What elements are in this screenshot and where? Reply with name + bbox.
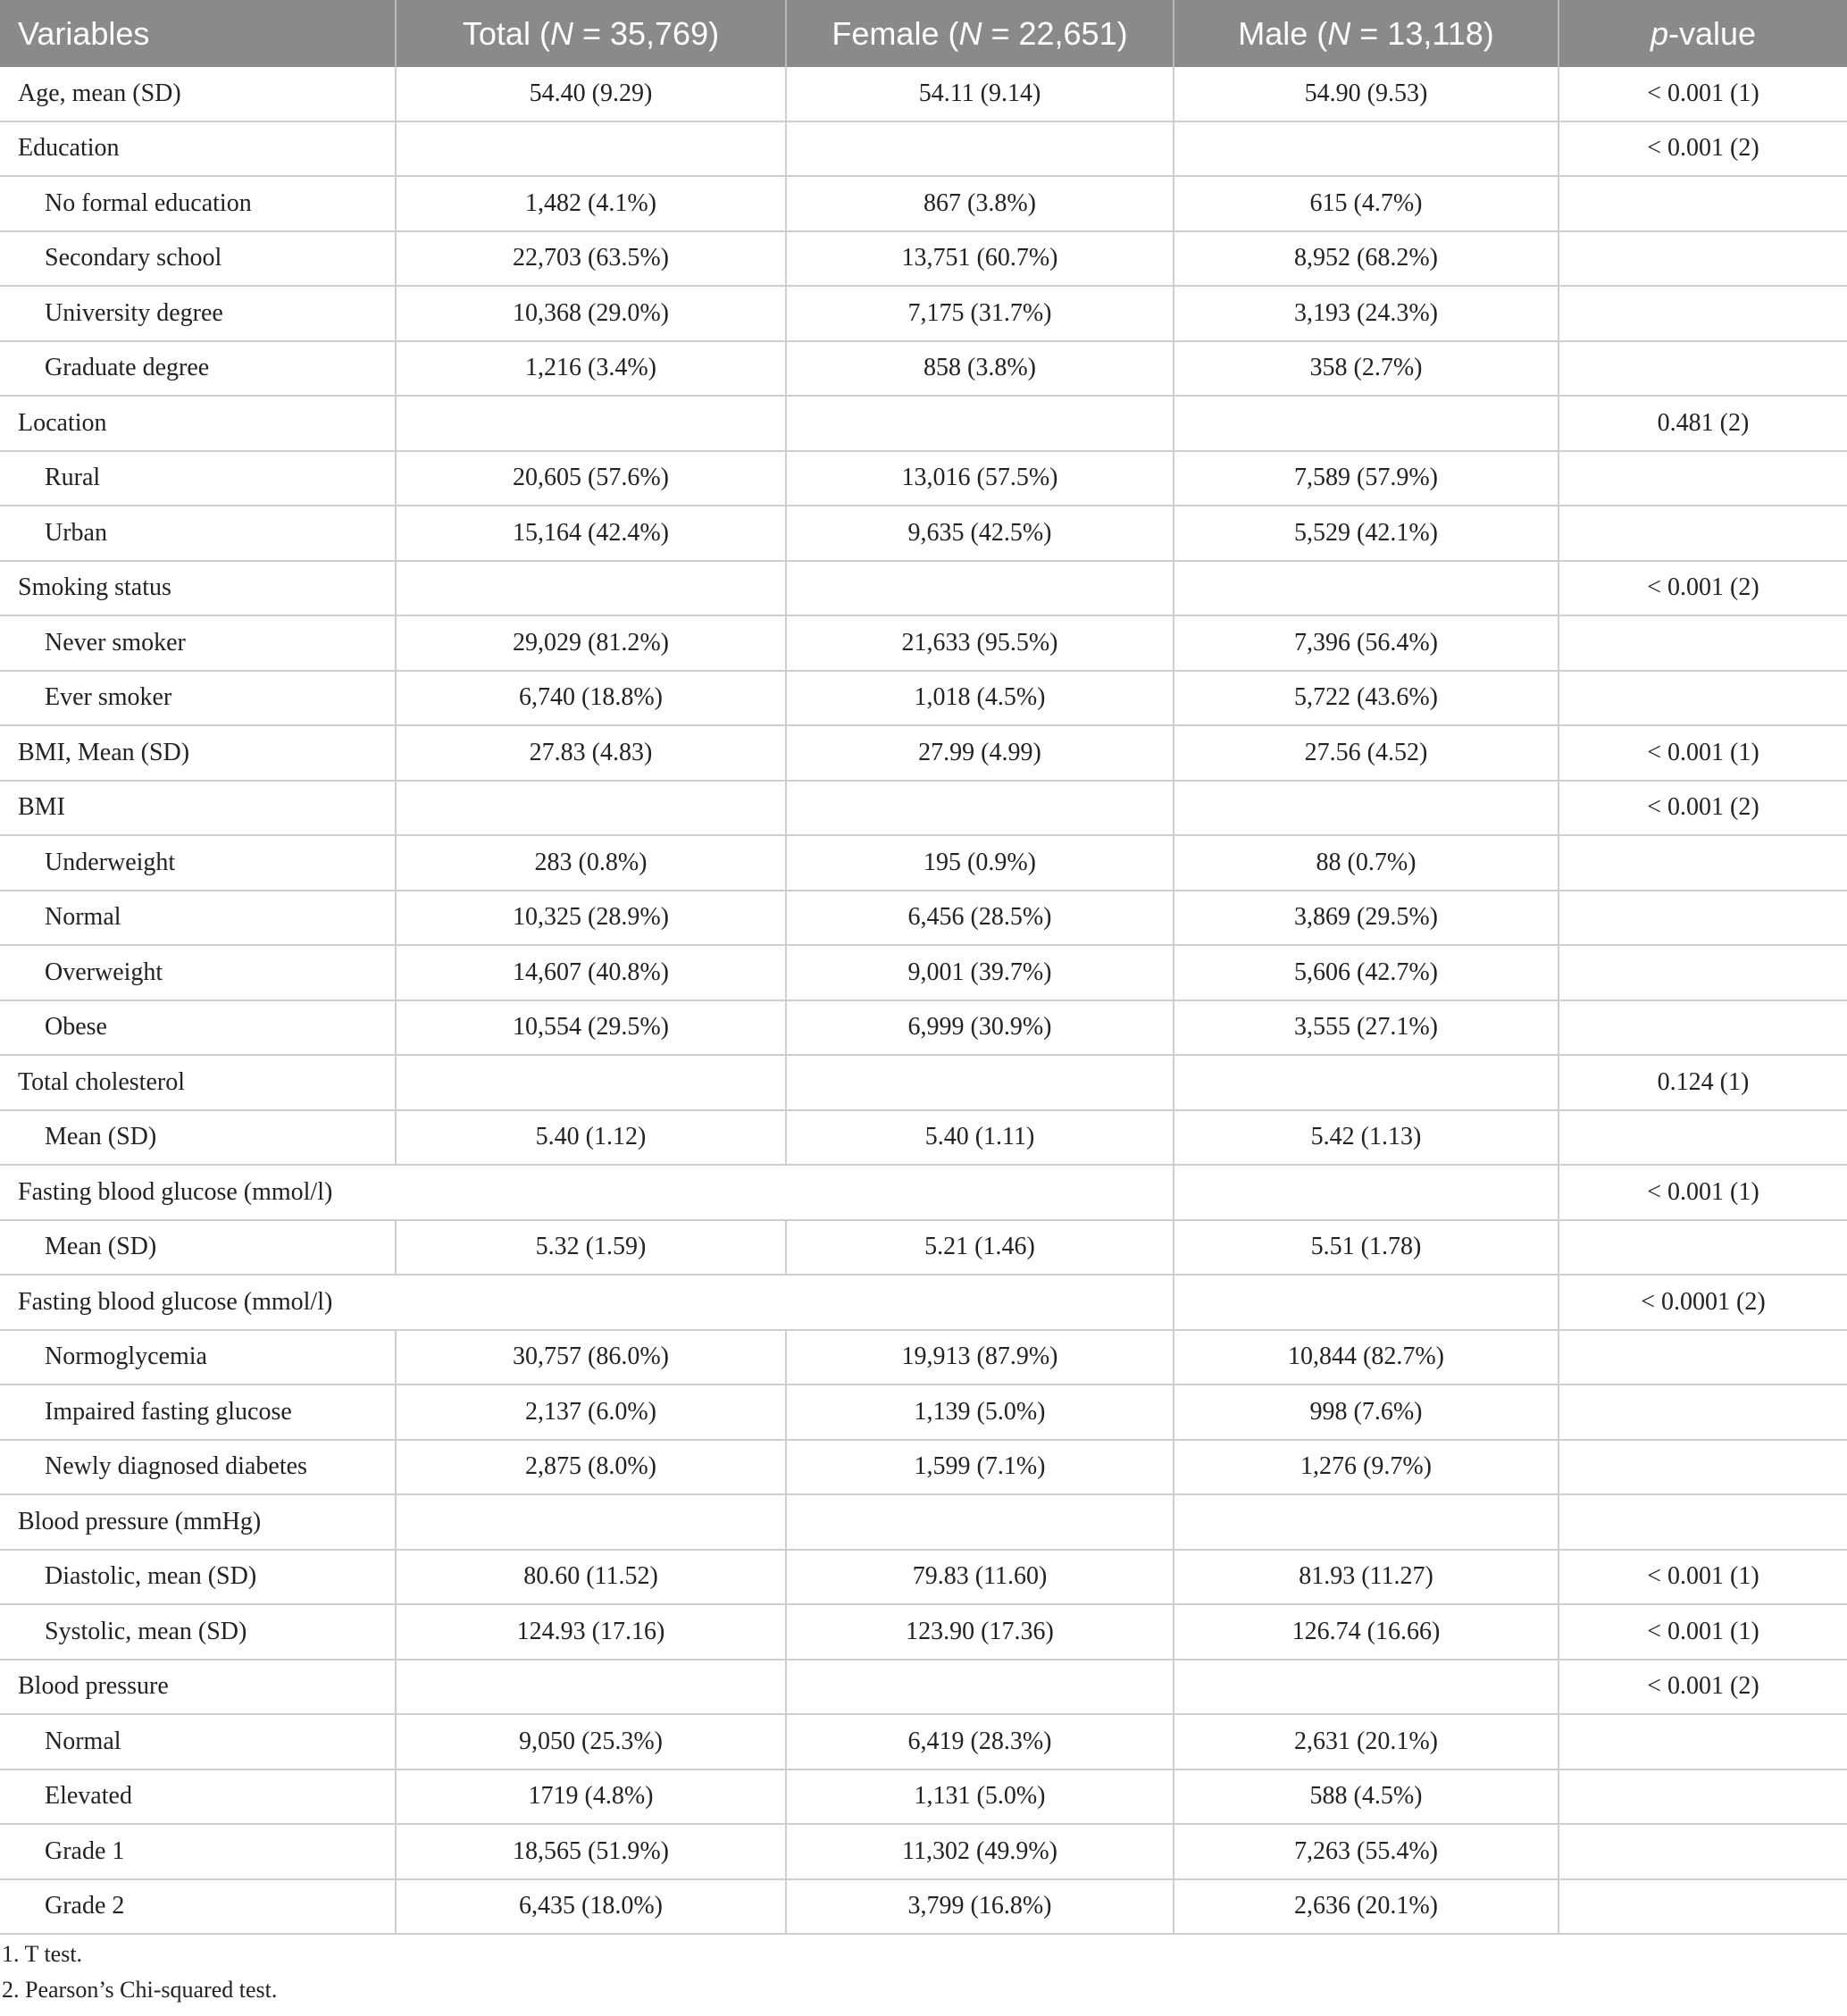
table-row [0,176,1847,231]
cell-female: 79.83 (11.60) [786,1550,1174,1605]
cell-male: 2,631 (20.1%) [1174,1714,1559,1769]
cell-female: 13,751 (60.7%) [786,231,1174,287]
header-p-value: p-value [1559,0,1847,67]
row-label: Location [0,396,396,451]
cell-female [786,396,1174,451]
cell-female: 195 (0.9%) [786,835,1174,891]
cell-p-value: < 0.001 (1) [1559,1165,1847,1220]
cell-total: 29,029 (81.2%) [396,615,786,671]
cell-female: 7,175 (31.7%) [786,286,1174,341]
table-row [0,1165,1847,1220]
cell-total: 14,607 (40.8%) [396,945,786,1000]
cell-p-value [1559,1494,1847,1550]
cell-total: 22,703 (63.5%) [396,231,786,287]
table-row [0,121,1847,177]
cell-male: 54.90 (9.53) [1174,67,1559,121]
cell-p-value [1559,891,1847,946]
row-label: Fasting blood glucose (mmol/l) [0,1275,1174,1330]
cell-male: 615 (4.7%) [1174,176,1559,231]
cell-total: 2,875 (8.0%) [396,1440,786,1495]
cell-male: 7,263 (55.4%) [1174,1824,1559,1879]
cell-female: 13,016 (57.5%) [786,451,1174,506]
cell-female [786,1494,1174,1550]
cell-male: 5.42 (1.13) [1174,1110,1559,1166]
cell-female: 123.90 (17.36) [786,1604,1174,1660]
row-label: Grade 2 [0,1879,396,1935]
cell-male: 3,193 (24.3%) [1174,286,1559,341]
cell-male: 5,529 (42.1%) [1174,506,1559,561]
cell-p-value: < 0.001 (2) [1559,561,1847,616]
row-label: BMI, Mean (SD) [0,725,396,781]
cell-p-value: < 0.001 (1) [1559,1604,1847,1660]
cell-female [786,121,1174,177]
cell-male: 5,606 (42.7%) [1174,945,1559,1000]
cell-total: 1,482 (4.1%) [396,176,786,231]
cell-male [1174,1660,1559,1715]
cell-female: 1,018 (4.5%) [786,671,1174,726]
cell-female: 858 (3.8%) [786,341,1174,397]
cell-total: 124.93 (17.16) [396,1604,786,1660]
cell-male: 7,396 (56.4%) [1174,615,1559,671]
cell-p-value [1559,286,1847,341]
cell-male: 126.74 (16.66) [1174,1604,1559,1660]
cell-total: 54.40 (9.29) [396,67,786,121]
header-row [0,0,1847,67]
cell-total: 30,757 (86.0%) [396,1330,786,1385]
cell-total [396,781,786,836]
row-label: Newly diagnosed diabetes [0,1440,396,1495]
cell-female: 54.11 (9.14) [786,67,1174,121]
row-label: Blood pressure (mmHg) [0,1494,396,1550]
row-label: Fasting blood glucose (mmol/l) [0,1165,1174,1220]
cell-p-value [1559,1824,1847,1879]
table-row [0,67,1847,121]
table-row [0,945,1847,1000]
cell-total [396,561,786,616]
cell-total: 10,554 (29.5%) [396,1000,786,1056]
table-row [0,835,1847,891]
cell-total [396,1660,786,1715]
cell-female: 1,599 (7.1%) [786,1440,1174,1495]
table-row [0,1769,1847,1825]
cell-p-value [1559,1714,1847,1769]
cell-p-value [1559,1440,1847,1495]
cell-p-value [1559,835,1847,891]
row-label: Ever smoker [0,671,396,726]
cell-p-value: < 0.001 (2) [1559,781,1847,836]
cell-p-value [1559,1769,1847,1825]
row-label: Systolic, mean (SD) [0,1604,396,1660]
table-row [0,781,1847,836]
row-label: Grade 1 [0,1824,396,1879]
row-label: Overweight [0,945,396,1000]
cell-female: 3,799 (16.8%) [786,1879,1174,1935]
cell-male: 358 (2.7%) [1174,341,1559,397]
cell-p-value [1559,1879,1847,1935]
table-row [0,341,1847,397]
table-row [0,1604,1847,1660]
cell-p-value [1559,1000,1847,1056]
cell-female [786,1660,1174,1715]
cell-female [786,781,1174,836]
cell-male [1174,1494,1559,1550]
cell-p-value [1559,1110,1847,1166]
table-row [0,231,1847,287]
table-row [0,1824,1847,1879]
cell-female: 5.21 (1.46) [786,1220,1174,1276]
cell-total: 5.40 (1.12) [396,1110,786,1166]
cell-male [1174,396,1559,451]
table-row [0,506,1847,561]
cell-p-value [1559,506,1847,561]
row-label: Never smoker [0,615,396,671]
cell-total: 6,740 (18.8%) [396,671,786,726]
footnote-2: 2. Pearson’s Chi-squared test. [2,1977,278,2003]
cell-male [1174,1165,1559,1220]
table-row [0,891,1847,946]
row-label: Elevated [0,1769,396,1825]
cell-female [786,561,1174,616]
cell-p-value [1559,671,1847,726]
cell-female: 11,302 (49.9%) [786,1824,1174,1879]
cell-male: 7,589 (57.9%) [1174,451,1559,506]
cell-p-value: < 0.001 (1) [1559,67,1847,121]
cell-female: 9,001 (39.7%) [786,945,1174,1000]
cell-p-value: < 0.001 (1) [1559,1550,1847,1605]
cell-total: 283 (0.8%) [396,835,786,891]
cell-total: 9,050 (25.3%) [396,1714,786,1769]
cell-female [786,1055,1174,1110]
cell-total: 1719 (4.8%) [396,1769,786,1825]
table-row [0,1440,1847,1495]
cell-p-value [1559,451,1847,506]
table-row [0,561,1847,616]
table-row [0,451,1847,506]
cell-male [1174,1275,1559,1330]
cell-male: 3,555 (27.1%) [1174,1000,1559,1056]
row-label: No formal education [0,176,396,231]
cell-female: 1,131 (5.0%) [786,1769,1174,1825]
cell-female: 21,633 (95.5%) [786,615,1174,671]
cell-total: 2,137 (6.0%) [396,1384,786,1440]
header-male: Male (N = 13,118) [1174,0,1559,67]
cell-p-value [1559,945,1847,1000]
cell-p-value: < 0.001 (2) [1559,121,1847,177]
row-label: Graduate degree [0,341,396,397]
cell-total [396,1494,786,1550]
cell-total: 1,216 (3.4%) [396,341,786,397]
table-row [0,1879,1847,1935]
cell-total: 5.32 (1.59) [396,1220,786,1276]
cell-p-value: 0.124 (1) [1559,1055,1847,1110]
cell-female: 6,999 (30.9%) [786,1000,1174,1056]
row-label: Education [0,121,396,177]
cell-female: 6,419 (28.3%) [786,1714,1174,1769]
row-label: Normoglycemia [0,1330,396,1385]
cell-p-value [1559,176,1847,231]
table-row [0,671,1847,726]
cell-p-value [1559,1220,1847,1276]
row-label: Mean (SD) [0,1110,396,1166]
cell-p-value: < 0.001 (2) [1559,1660,1847,1715]
table-row [0,1220,1847,1276]
cell-male: 88 (0.7%) [1174,835,1559,891]
row-label: Age, mean (SD) [0,67,396,121]
table-row [0,1275,1847,1330]
cell-male: 27.56 (4.52) [1174,725,1559,781]
row-label: Secondary school [0,231,396,287]
row-label: Impaired fasting glucose [0,1384,396,1440]
cell-p-value [1559,341,1847,397]
table-row [0,615,1847,671]
cell-male: 1,276 (9.7%) [1174,1440,1559,1495]
cell-p-value [1559,1330,1847,1385]
cell-male: 588 (4.5%) [1174,1769,1559,1825]
row-label: Urban [0,506,396,561]
cell-female: 5.40 (1.11) [786,1110,1174,1166]
cell-male: 8,952 (68.2%) [1174,231,1559,287]
cell-total: 20,605 (57.6%) [396,451,786,506]
table-row [0,1494,1847,1550]
cell-female: 19,913 (87.9%) [786,1330,1174,1385]
cell-total: 10,368 (29.0%) [396,286,786,341]
table-row [0,1055,1847,1110]
cell-total: 80.60 (11.52) [396,1550,786,1605]
cell-total: 27.83 (4.83) [396,725,786,781]
cell-male [1174,781,1559,836]
cell-total: 15,164 (42.4%) [396,506,786,561]
table-row [0,1550,1847,1605]
cell-p-value [1559,615,1847,671]
cell-p-value [1559,231,1847,287]
cell-male: 5,722 (43.6%) [1174,671,1559,726]
table-row [0,725,1847,781]
table-row [0,1660,1847,1715]
cell-male: 2,636 (20.1%) [1174,1879,1559,1935]
cell-female: 867 (3.8%) [786,176,1174,231]
row-label: Total cholesterol [0,1055,396,1110]
footnote-1: 1. T test. [2,1941,83,1967]
table-row [0,1000,1847,1056]
header-total: Total (N = 35,769) [396,0,786,67]
cell-male [1174,1055,1559,1110]
cell-female: 27.99 (4.99) [786,725,1174,781]
cell-male: 81.93 (11.27) [1174,1550,1559,1605]
table-row [0,1714,1847,1769]
cell-male [1174,121,1559,177]
cell-total: 10,325 (28.9%) [396,891,786,946]
table-row [0,396,1847,451]
cell-male: 5.51 (1.78) [1174,1220,1559,1276]
table-row [0,1330,1847,1385]
row-label: Underweight [0,835,396,891]
table-row [0,1384,1847,1440]
cell-total: 18,565 (51.9%) [396,1824,786,1879]
row-label: Rural [0,451,396,506]
row-label: Obese [0,1000,396,1056]
cell-total: 6,435 (18.0%) [396,1879,786,1935]
cell-total [396,121,786,177]
cell-male: 3,869 (29.5%) [1174,891,1559,946]
header-female: Female (N = 22,651) [786,0,1174,67]
row-label: University degree [0,286,396,341]
row-label: Diastolic, mean (SD) [0,1550,396,1605]
cell-male: 998 (7.6%) [1174,1384,1559,1440]
cell-female: 1,139 (5.0%) [786,1384,1174,1440]
cell-p-value: < 0.001 (1) [1559,725,1847,781]
cell-p-value: < 0.0001 (2) [1559,1275,1847,1330]
row-label: Normal [0,891,396,946]
table-row [0,1110,1847,1166]
cell-p-value [1559,1384,1847,1440]
row-label: Mean (SD) [0,1220,396,1276]
cell-total [396,396,786,451]
cell-female: 6,456 (28.5%) [786,891,1174,946]
cell-total [396,1055,786,1110]
header-variables: Variables [0,0,396,67]
cell-p-value: 0.481 (2) [1559,396,1847,451]
cell-female: 9,635 (42.5%) [786,506,1174,561]
row-label: Normal [0,1714,396,1769]
row-label: Smoking status [0,561,396,616]
table-row [0,286,1847,341]
row-label: Blood pressure [0,1660,396,1715]
footnotes [0,1937,277,2008]
row-label: BMI [0,781,396,836]
cell-male [1174,561,1559,616]
cell-male: 10,844 (82.7%) [1174,1330,1559,1385]
